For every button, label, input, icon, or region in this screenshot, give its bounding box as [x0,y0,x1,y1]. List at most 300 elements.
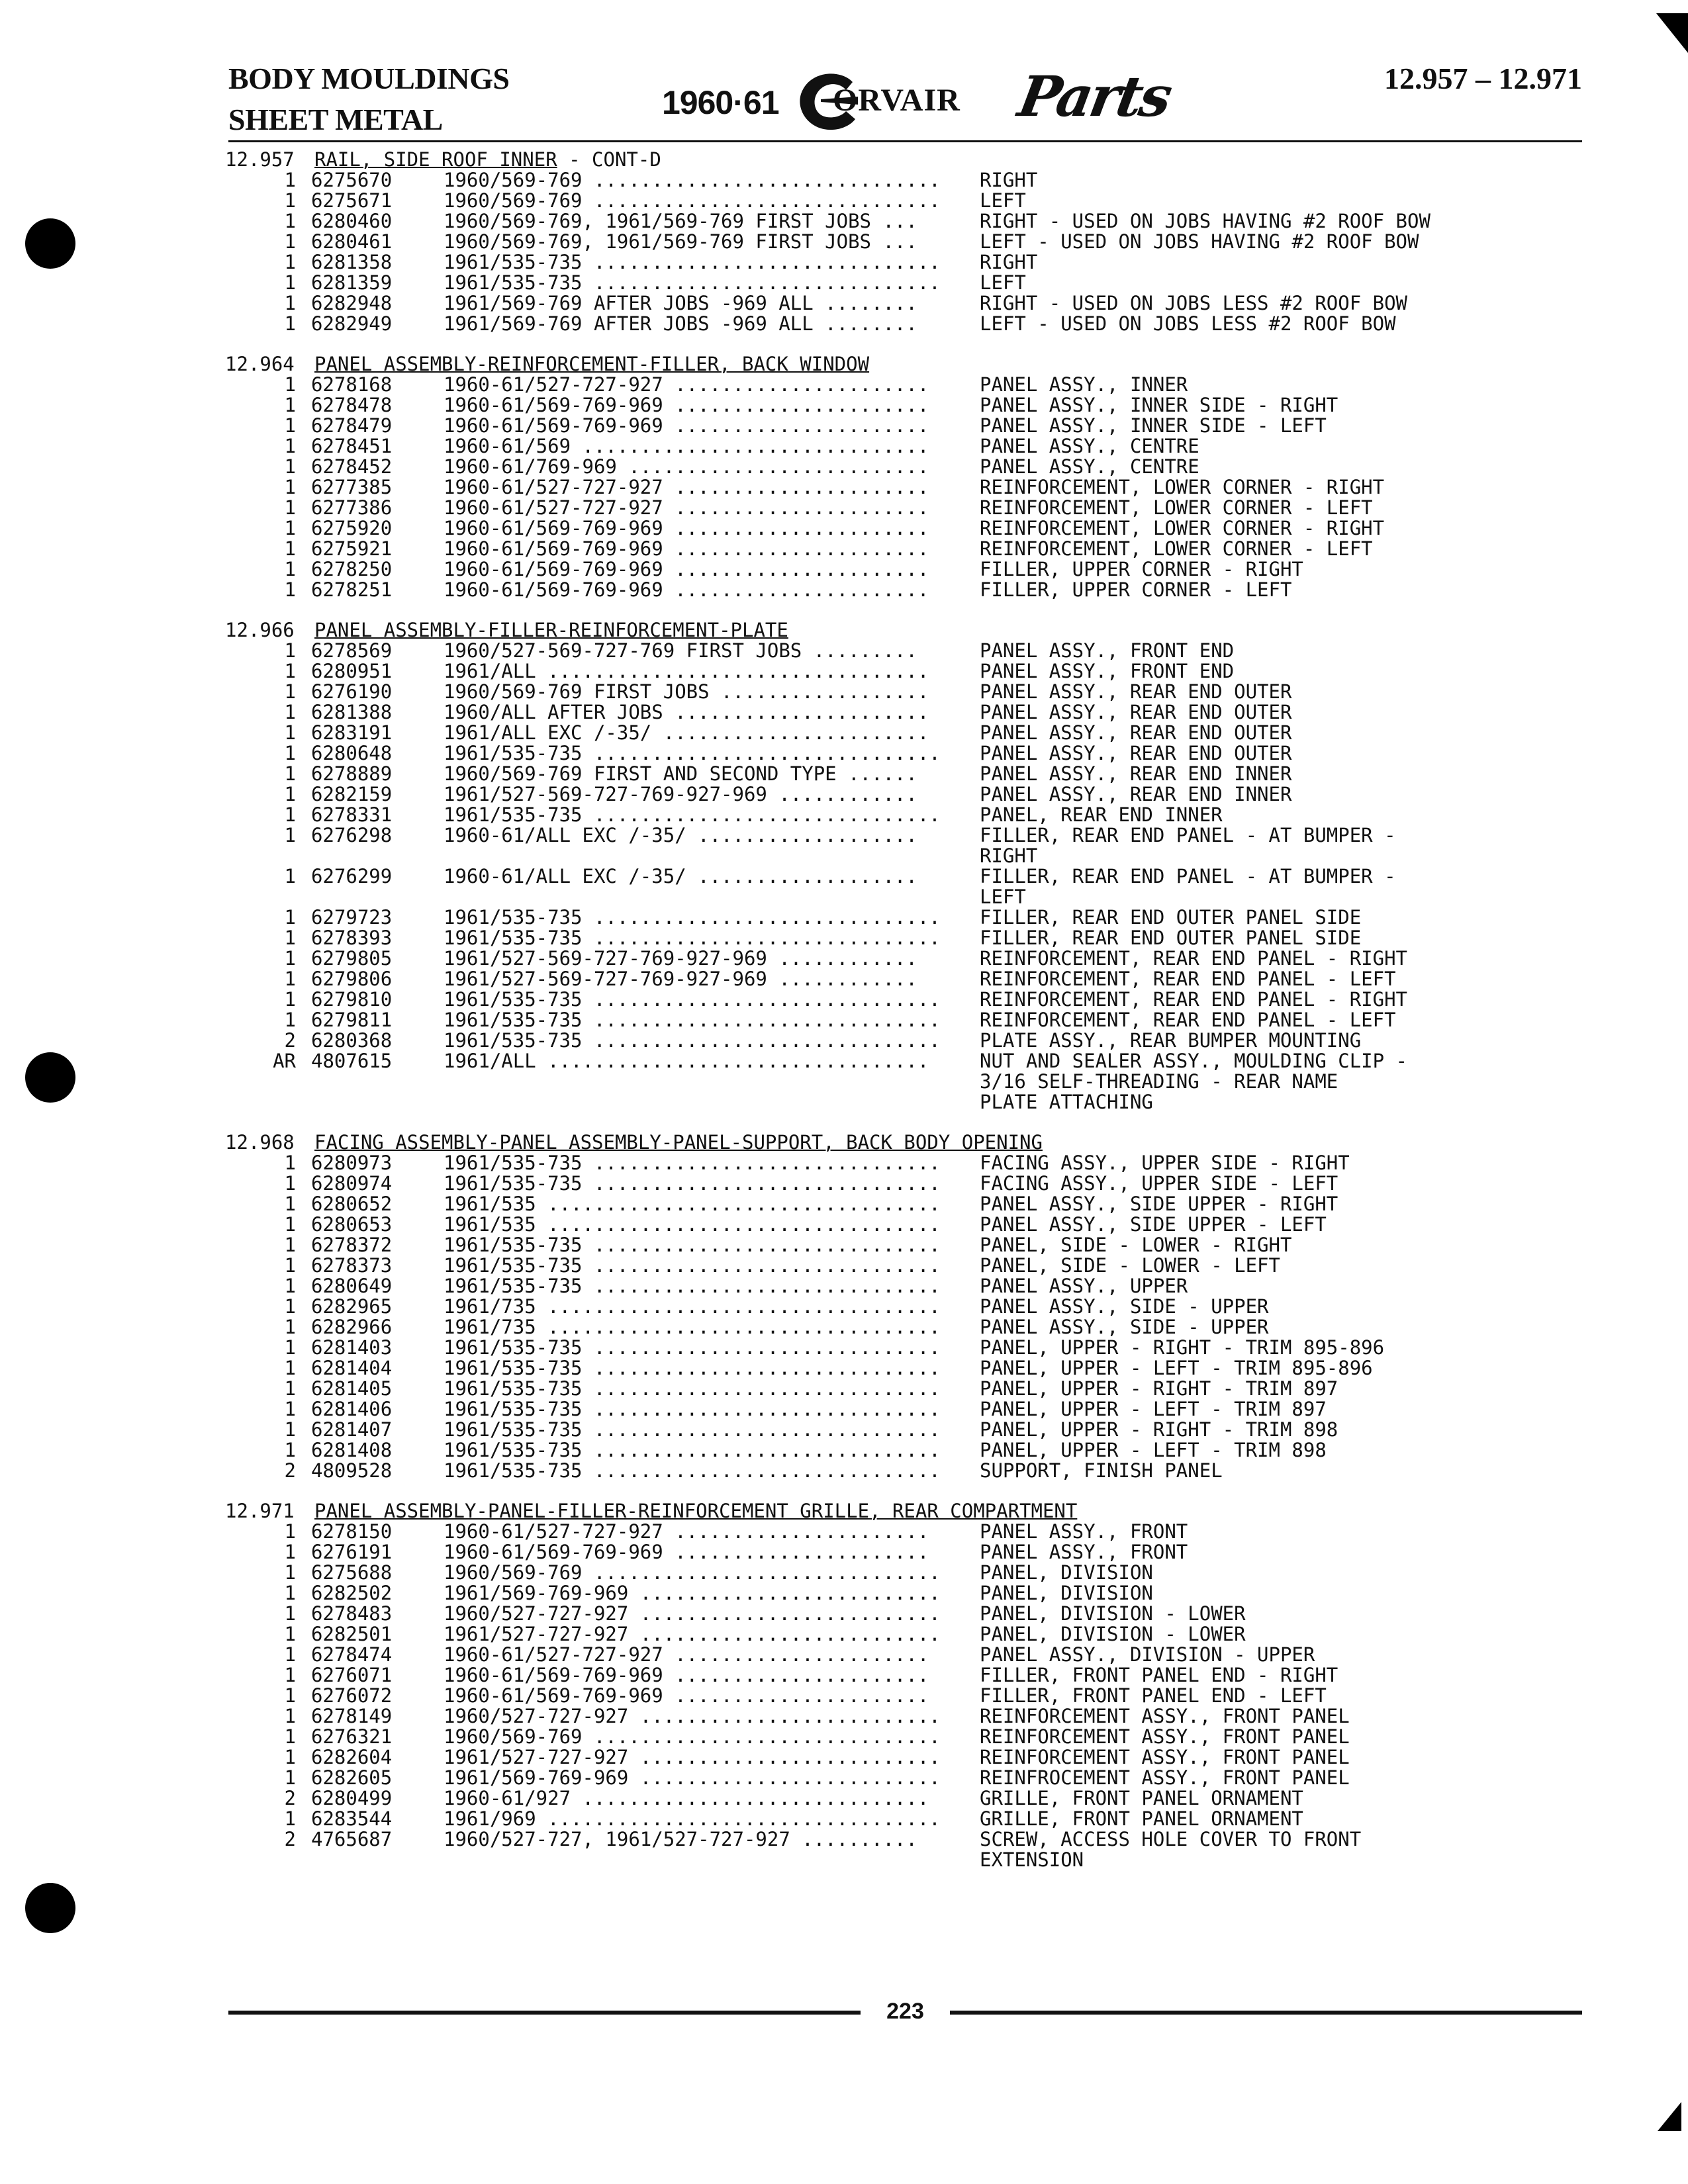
part-description: FACING ASSY., UPPER SIDE - RIGHT [980,1152,1350,1174]
part-description: RIGHT [980,169,1038,191]
part-description: RIGHT - USED ON JOBS HAVING #2 ROOF BOW [980,210,1430,232]
section-number: 12.957 [225,148,295,171]
part-quantity: 1 [284,906,296,929]
part-number: 6282604 [311,1746,393,1768]
part-number: 6275670 [311,169,393,191]
section-number: 12.964 [225,353,295,375]
part-usage: 1961/569-769 AFTER JOBS -969 ALL ........ [444,293,917,314]
part-number: 6280973 [311,1152,393,1174]
part-quantity: 1 [284,680,296,703]
part-number: 6275920 [311,517,393,539]
part-number: 6277386 [311,496,393,519]
part-usage: 1961/535-735 .............................. [444,1030,941,1051]
part-description: PANEL ASSY., CENTRE [980,435,1199,457]
part-row [225,1420,1615,1440]
part-quantity: 1 [284,1439,296,1461]
part-quantity: 1 [284,210,296,232]
part-description: PANEL, UPPER - RIGHT - TRIM 897 [980,1377,1338,1400]
part-row [225,1829,1615,1870]
part-description: LEFT [980,271,1026,294]
part-description: REINFROCEMENT ASSY., FRONT PANEL [980,1766,1350,1789]
part-number: 4807615 [311,1050,393,1072]
part-row [225,1297,1615,1317]
part-quantity: 1 [284,1418,296,1441]
part-row [225,1809,1615,1829]
part-usage: 1961/535-735 .............................. [444,273,941,293]
part-number: 6280648 [311,742,393,764]
part-row [225,1624,1615,1645]
part-description: PANEL ASSY., SIDE - UPPER [980,1295,1269,1318]
part-quantity: AR [273,1050,296,1072]
part-description: PANEL ASSY., FRONT [980,1541,1188,1563]
part-quantity: 1 [284,578,296,601]
part-row [225,907,1615,928]
part-row [225,457,1615,477]
part-usage: 1961/535-735 .............................. [444,928,941,948]
part-number: 6283191 [311,721,393,744]
part-usage: 1960/527-727-927 .......................... [444,1604,941,1624]
part-usage: 1961/535-735 .............................. [444,1420,941,1440]
catalog-years: 1960·61 [662,84,779,121]
part-usage: 1960-61/569-769-969 ...................... [444,1686,929,1706]
section-number: 12.971 [225,1500,295,1522]
part-usage: 1961/569-769-969 .......................... [444,1583,941,1604]
part-quantity: 1 [284,1193,296,1215]
part-number: 6278451 [311,435,393,457]
part-quantity: 1 [284,414,296,437]
section-title-suffix: - CONT-D [557,148,661,171]
part-row [225,559,1615,580]
part-description: PLATE ASSY., REAR BUMPER MOUNTING [980,1029,1362,1052]
part-number: 6278331 [311,803,393,826]
part-number: 6280649 [311,1275,393,1297]
part-usage: 1961/535-735 .............................. [444,743,941,764]
part-row [225,1686,1615,1706]
part-usage: 1961/535-735 .............................. [444,989,941,1010]
part-row [225,743,1615,764]
part-number: 6281388 [311,701,393,723]
part-row [225,1317,1615,1338]
part-number: 6280460 [311,210,393,232]
catalog-section [225,150,1615,334]
parts-list [225,150,1615,1890]
part-number: 6276072 [311,1684,393,1707]
part-usage: 1961/ALL EXC /-35/ ....................... [444,723,929,743]
part-quantity: 1 [284,1807,296,1830]
part-number: 4809528 [311,1459,393,1482]
part-row [225,1379,1615,1399]
part-row [225,293,1615,314]
part-description: REINFORCEMENT, REAR END PANEL - LEFT [980,968,1396,990]
part-row [225,866,1615,907]
part-number: 6280653 [311,1213,393,1236]
brand-wordmark: ORVAIR [833,83,961,118]
part-number: 6278373 [311,1254,393,1277]
part-usage: 1960-61/569-769-969 ...................... [444,1542,929,1563]
part-number: 6278393 [311,927,393,949]
part-description: FILLER, FRONT PANEL END - LEFT [980,1684,1327,1707]
part-row [225,1788,1615,1809]
part-number: 6282949 [311,312,393,335]
part-quantity: 1 [284,230,296,253]
part-row [225,948,1615,969]
part-row [225,252,1615,273]
part-quantity: 1 [284,1705,296,1727]
part-row [225,580,1615,600]
part-description: PANEL ASSY., SIDE - UPPER [980,1316,1269,1338]
part-number: 6280368 [311,1029,393,1052]
part-quantity: 1 [284,824,296,846]
part-description: PANEL, SIDE - LOWER - LEFT [980,1254,1280,1277]
part-usage: 1960-61/527-727-927 ...................... [444,477,929,498]
part-description: FACING ASSY., UPPER SIDE - LEFT [980,1172,1338,1195]
part-description: PANEL ASSY., REAR END OUTER [980,680,1292,703]
part-usage: 1961/535-735 .............................. [444,252,941,273]
part-usage: 1960-61/569-769-969 ...................... [444,518,929,539]
part-usage: 1961/535-735 .............................. [444,1379,941,1399]
part-row [225,191,1615,211]
part-number: 6281359 [311,271,393,294]
part-description: REINFORCEMENT, REAR END PANEL - RIGHT [980,988,1408,1011]
part-quantity: 1 [284,1234,296,1256]
part-number: 6282965 [311,1295,393,1318]
part-number: 6282501 [311,1623,393,1645]
part-usage: 1961/569-769-969 .......................... [444,1768,941,1788]
part-quantity: 1 [284,1316,296,1338]
part-description: PANEL, DIVISION - LOWER [980,1602,1246,1625]
part-usage: 1960-61/569-769-969 ...................... [444,416,929,436]
part-usage: 1961/535-735 .............................. [444,1276,941,1297]
part-usage: 1961/535-735 .............................. [444,1153,941,1173]
part-row [225,1768,1615,1788]
part-row [225,641,1615,661]
part-description: REINFORCEMENT, REAR END PANEL - LEFT [980,1009,1396,1031]
part-row [225,477,1615,498]
part-quantity: 1 [284,1602,296,1625]
part-quantity: 1 [284,721,296,744]
part-description: PANEL, SIDE - LOWER - RIGHT [980,1234,1292,1256]
part-number: 6279806 [311,968,393,990]
section-range: 12.957 – 12.971 [1384,62,1582,95]
part-usage: 1960-61/ALL EXC /-35/ ................... [444,866,917,887]
part-quantity: 1 [284,660,296,682]
part-description: FILLER, REAR END PANEL - AT BUMPER - RIGHT [980,824,1396,867]
part-description: REINFORCEMENT, LOWER CORNER - RIGHT [980,476,1385,498]
section-title: PANEL ASSEMBLY-PANEL-FILLER-REINFORCEMENT GRILLE, REAR COMPARTMENT [314,1500,1078,1522]
part-number: 6279811 [311,1009,393,1031]
part-row [225,661,1615,682]
part-quantity: 1 [284,701,296,723]
part-row [225,1440,1615,1461]
part-number: 6277385 [311,476,393,498]
part-description: NUT AND SEALER ASSY., MOULDING CLIP - 3/16 SELF-THREADING - REAR NAME PLATE ATTACHING [980,1050,1408,1113]
part-description: FILLER, UPPER CORNER - LEFT [980,578,1292,601]
part-row [225,723,1615,743]
part-row [225,416,1615,436]
part-number: 6278250 [311,558,393,580]
part-row [225,539,1615,559]
part-quantity: 1 [284,927,296,949]
part-description: PANEL ASSY., REAR END OUTER [980,742,1292,764]
part-number: 6279810 [311,988,393,1011]
part-description: GRILLE, FRONT PANEL ORNAMENT [980,1787,1303,1809]
part-description: REINFORCEMENT, REAR END PANEL - RIGHT [980,947,1408,970]
part-usage: 1960-61/569-769-969 ...................... [444,395,929,416]
part-description: PANEL ASSY., SIDE UPPER - RIGHT [980,1193,1338,1215]
part-quantity: 1 [284,1172,296,1195]
part-number: 6278452 [311,455,393,478]
part-number: 6278474 [311,1643,393,1666]
part-description: PANEL ASSY., INNER SIDE - RIGHT [980,394,1338,416]
part-description: PANEL ASSY., UPPER [980,1275,1188,1297]
part-quantity: 1 [284,1009,296,1031]
part-usage: 1960-61/927 .............................. [444,1788,929,1809]
part-number: 6275921 [311,537,393,560]
part-quantity: 1 [284,558,296,580]
part-quantity: 1 [284,762,296,785]
part-quantity: 1 [284,783,296,805]
part-usage: 1961/535-735 .............................. [444,907,941,928]
part-number: 6279805 [311,947,393,970]
part-usage: 1960/569-769 FIRST AND SECOND TYPE ...... [444,764,917,784]
part-quantity: 1 [284,1541,296,1563]
part-row [225,518,1615,539]
part-usage: 1961/969 .................................. [444,1809,941,1829]
part-description: FILLER, UPPER CORNER - RIGHT [980,558,1303,580]
part-row [225,1563,1615,1583]
part-usage: 1961/527-727-927 .......................... [444,1624,941,1645]
part-number: 6276191 [311,1541,393,1563]
part-description: PANEL, UPPER - LEFT - TRIM 897 [980,1398,1327,1420]
part-row [225,211,1615,232]
part-quantity: 1 [284,1561,296,1584]
catalog-logo [662,64,1192,143]
part-number: 4765687 [311,1828,393,1850]
part-quantity: 1 [284,373,296,396]
corner-mark-bottom-right [1658,2102,1681,2131]
part-quantity: 1 [284,947,296,970]
part-usage: 1960/569-769 FIRST JOBS .................. [444,682,929,702]
part-description: PANEL, DIVISION [980,1561,1153,1584]
part-row [225,170,1615,191]
part-usage: 1961/527-569-727-769-927-969 ............ [444,969,917,989]
part-row [225,1153,1615,1173]
part-row [225,1255,1615,1276]
part-number: 6283544 [311,1807,393,1830]
part-usage: 1961/535-735 .............................. [444,805,941,825]
part-row [225,1173,1615,1194]
part-number: 6278478 [311,394,393,416]
part-description: RIGHT [980,251,1038,273]
part-description: PANEL ASSY., REAR END INNER [980,783,1292,805]
part-row [225,1399,1615,1420]
part-description: REINFORCEMENT ASSY., FRONT PANEL [980,1725,1350,1748]
part-number: 6281404 [311,1357,393,1379]
part-quantity: 2 [284,1459,296,1482]
part-description: PANEL ASSY., SIDE UPPER - LEFT [980,1213,1327,1236]
part-usage: 1960-61/527-727-927 ...................... [444,1522,929,1542]
part-quantity: 1 [284,988,296,1011]
part-usage: 1961/535-735 .............................. [444,1255,941,1276]
part-description: PANEL ASSY., REAR END OUTER [980,701,1292,723]
part-description: PANEL ASSY., INNER [980,373,1188,396]
section-heading [225,1501,1615,1522]
part-description: PANEL ASSY., FRONT [980,1520,1188,1543]
part-usage: 1961/535-735 .............................. [444,1461,941,1481]
part-number: 6281408 [311,1439,393,1461]
part-quantity: 1 [284,312,296,335]
part-quantity: 1 [284,189,296,212]
part-description: REINFORCEMENT ASSY., FRONT PANEL [980,1705,1350,1727]
part-usage: 1960/569-769 .............................. [444,1563,941,1583]
part-number: 6278149 [311,1705,393,1727]
part-row [225,784,1615,805]
part-description: PANEL ASSY., FRONT END [980,639,1235,662]
corner-mark-top-right [1656,13,1688,53]
part-usage: 1960-61/569-769-969 ...................... [444,559,929,580]
part-usage: 1960-61/ALL EXC /-35/ ................... [444,825,917,846]
part-row [225,1030,1615,1051]
part-quantity: 1 [284,1520,296,1543]
part-usage: 1960-61/569-769-969 ...................... [444,539,929,559]
part-quantity: 1 [284,865,296,887]
category-line-1: BODY MOULDINGS [228,62,510,95]
part-usage: 1960/527-727-927 .......................... [444,1706,941,1727]
part-description: PANEL, UPPER - LEFT - TRIM 898 [980,1439,1327,1461]
part-number: 6282605 [311,1766,393,1789]
part-usage: 1960/569-769 .............................. [444,1727,941,1747]
part-number: 6282966 [311,1316,393,1338]
part-row [225,498,1615,518]
part-row [225,989,1615,1010]
part-quantity: 1 [284,1357,296,1379]
part-quantity: 1 [284,742,296,764]
part-number: 6281407 [311,1418,393,1441]
part-description: PANEL ASSY., REAR END INNER [980,762,1292,785]
part-number: 6275671 [311,189,393,212]
part-description: FILLER, FRONT PANEL END - RIGHT [980,1664,1338,1686]
part-quantity: 1 [284,1664,296,1686]
part-row [225,1706,1615,1727]
part-quantity: 2 [284,1828,296,1850]
part-usage: 1961/569-769 AFTER JOBS -969 ALL ........ [444,314,917,334]
part-usage: 1960/569-769 .............................. [444,170,941,191]
brand-script: Parts [1013,64,1175,129]
part-number: 6278168 [311,373,393,396]
part-description: SUPPORT, FINISH PANEL [980,1459,1223,1482]
part-number: 6275688 [311,1561,393,1584]
part-description: PANEL, UPPER - RIGHT - TRIM 898 [980,1418,1338,1441]
part-number: 6276071 [311,1664,393,1686]
part-row [225,702,1615,723]
part-number: 6280974 [311,1172,393,1195]
part-number: 6281403 [311,1336,393,1359]
part-quantity: 1 [284,292,296,314]
section-title: FACING ASSEMBLY-PANEL ASSEMBLY-PANEL-SUPPORT, BACK BODY OPENING [314,1131,1043,1154]
part-description: REINFORCEMENT, LOWER CORNER - LEFT [980,496,1373,519]
part-usage: 1961/535-735 .............................. [444,1173,941,1194]
part-row [225,1604,1615,1624]
part-row [225,1276,1615,1297]
part-number: 6278569 [311,639,393,662]
part-quantity: 2 [284,1787,296,1809]
part-row [225,1542,1615,1563]
page-number: 223 [886,1999,924,2024]
part-row [225,1665,1615,1686]
section-heading [225,354,1615,375]
part-row [225,1358,1615,1379]
part-number: 6281358 [311,251,393,273]
part-usage: 1960/527-727, 1961/527-727-927 .......... [444,1829,917,1850]
part-number: 6276299 [311,865,393,887]
part-usage: 1961/535-735 .............................. [444,1010,941,1030]
part-quantity: 1 [284,968,296,990]
part-row [225,1235,1615,1255]
part-quantity: 1 [284,537,296,560]
part-usage: 1961/527-569-727-769-927-969 ............ [444,948,917,969]
part-row [225,969,1615,989]
part-usage: 1960-61/527-727-927 ...................... [444,375,929,395]
section-heading [225,620,1615,641]
part-description: REINFORCEMENT, LOWER CORNER - LEFT [980,537,1373,560]
part-usage: 1960/527-569-727-769 FIRST JOBS ......... [444,641,917,661]
part-row [225,825,1615,866]
part-number: 6279723 [311,906,393,929]
part-description: SCREW, ACCESS HOLE COVER TO FRONT EXTENSION [980,1828,1362,1871]
category-heading [228,58,510,140]
part-description: PANEL, UPPER - LEFT - TRIM 895-896 [980,1357,1373,1379]
part-quantity: 1 [284,1684,296,1707]
part-quantity: 1 [284,1623,296,1645]
part-description: PANEL ASSY., CENTRE [980,455,1199,478]
part-row [225,395,1615,416]
part-row [225,1010,1615,1030]
part-description: RIGHT - USED ON JOBS LESS #2 ROOF BOW [980,292,1408,314]
part-usage: 1960/569-769 .............................. [444,191,941,211]
part-usage: 1960-61/527-727-927 ...................... [444,1645,929,1665]
part-usage: 1960-61/569-769-969 ...................... [444,1665,929,1686]
part-row [225,1583,1615,1604]
part-row [225,1051,1615,1113]
part-quantity: 1 [284,1725,296,1748]
part-usage: 1960-61/569 .............................. [444,436,929,457]
part-quantity: 1 [284,639,296,662]
part-row [225,682,1615,702]
part-quantity: 1 [284,435,296,457]
part-quantity: 1 [284,803,296,826]
catalog-section [225,1132,1615,1481]
part-description: FILLER, REAR END OUTER PANEL SIDE [980,906,1362,929]
part-row [225,375,1615,395]
part-row [225,928,1615,948]
part-quantity: 1 [284,1746,296,1768]
part-row [225,1214,1615,1235]
part-usage: 1961/535 .................................. [444,1194,941,1214]
part-description: PANEL ASSY., INNER SIDE - LEFT [980,414,1327,437]
part-quantity: 1 [284,517,296,539]
part-usage: 1961/535-735 .............................. [444,1338,941,1358]
part-row [225,1747,1615,1768]
part-description: PANEL ASSY., REAR END OUTER [980,721,1292,744]
section-number: 12.966 [225,619,295,641]
catalog-section [225,1501,1615,1870]
section-heading [225,1132,1615,1153]
section-number: 12.968 [225,1131,295,1154]
page-footer [228,1999,1582,2025]
part-quantity: 1 [284,1152,296,1174]
part-description: PANEL ASSY., FRONT END [980,660,1235,682]
part-quantity: 1 [284,271,296,294]
